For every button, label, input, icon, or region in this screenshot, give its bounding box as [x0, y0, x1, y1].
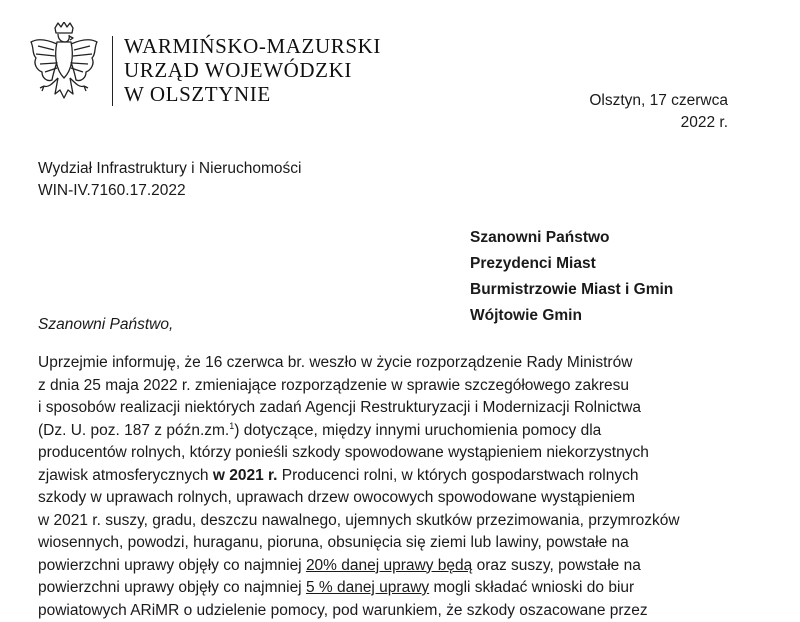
body-line — [38, 420, 758, 443]
body-line: wiosennych, powodzi, huraganu, pioruna, obsunięcia się ziemi lub lawiny, powstałe na — [38, 532, 758, 555]
recipient-line: Prezydenci Miast — [470, 251, 673, 277]
body-text: powierzchni uprawy objęły co najmniej — [38, 557, 306, 574]
header-divider — [112, 36, 113, 106]
recipient-line: Burmistrzowie Miast i Gmin — [470, 277, 673, 303]
body-text: (Dz. U. poz. 187 z późn.zm. — [38, 422, 229, 439]
underlined-text: 5 % danej uprawy — [306, 579, 429, 596]
body-line: szkody w uprawach rolnych, uprawach drzew owocowych spowodowane wystąpieniem — [38, 487, 758, 510]
office-line-2: URZĄD WOJEWÓDZKI — [124, 58, 381, 82]
bold-year: w 2021 r. — [213, 467, 278, 484]
sender-block — [38, 158, 301, 202]
footnote-marker[interactable]: 1 — [229, 420, 234, 430]
office-line-3: W OLSZTYNIE — [124, 82, 381, 106]
body-line: z dnia 25 maja 2022 r. zmieniające rozporządzenie w sprawie szczegółowego zakresu — [38, 375, 758, 398]
body-text: Producenci rolni, w których gospodarstwach rolnych — [278, 467, 639, 484]
underlined-text: 20% danej uprawy będą — [306, 557, 472, 574]
body-line: powiatowych ARiMR o udzielenie pomocy, pod warunkiem, że szkody oszacowane przez — [38, 600, 758, 622]
office-line-1: WARMIŃSKO-MAZURSKI — [124, 34, 381, 58]
body-line: w 2021 r. suszy, gradu, deszczu nawalnego, ujemnych skutków przezimowania, przymrozków — [38, 510, 758, 533]
body-line — [38, 577, 758, 600]
body-line: producentów rolnych, którzy ponieśli szkody spowodowane wystąpieniem niekorzystnych — [38, 442, 758, 465]
body-text: powierzchni uprawy objęły co najmniej — [38, 579, 306, 596]
body-text: oraz suszy, powstałe na — [472, 557, 641, 574]
place-and-date — [589, 90, 728, 134]
body-text: zjawisk atmosferycznych — [38, 467, 213, 484]
recipients-block — [470, 225, 673, 329]
white-eagle-emblem-icon — [28, 22, 100, 114]
body-line — [38, 465, 758, 488]
reference-number: WIN-IV.7160.17.2022 — [38, 180, 301, 202]
office-name — [124, 34, 381, 106]
recipient-line: Wójtowie Gmin — [470, 303, 673, 329]
salutation: Szanowni Państwo, — [38, 316, 173, 334]
letter-body — [38, 352, 758, 622]
body-text: ) dotyczące, między innymi uruchomienia pomocy dla — [234, 422, 601, 439]
department-name: Wydział Infrastruktury i Nieruchomości — [38, 158, 301, 180]
date-line-2: 2022 r. — [589, 112, 728, 134]
recipient-line: Szanowni Państwo — [470, 225, 673, 251]
body-line: i sposobów realizacji niektórych zadań Agencji Restrukturyzacji i Modernizacji Rolnictwa — [38, 397, 758, 420]
body-line — [38, 555, 758, 578]
date-line-1: Olsztyn, 17 czerwca — [589, 90, 728, 112]
body-text: mogli składać wnioski do biur — [429, 579, 634, 596]
body-line: Uprzejmie informuję, że 16 czerwca br. weszło w życie rozporządzenie Rady Ministrów — [38, 352, 758, 375]
